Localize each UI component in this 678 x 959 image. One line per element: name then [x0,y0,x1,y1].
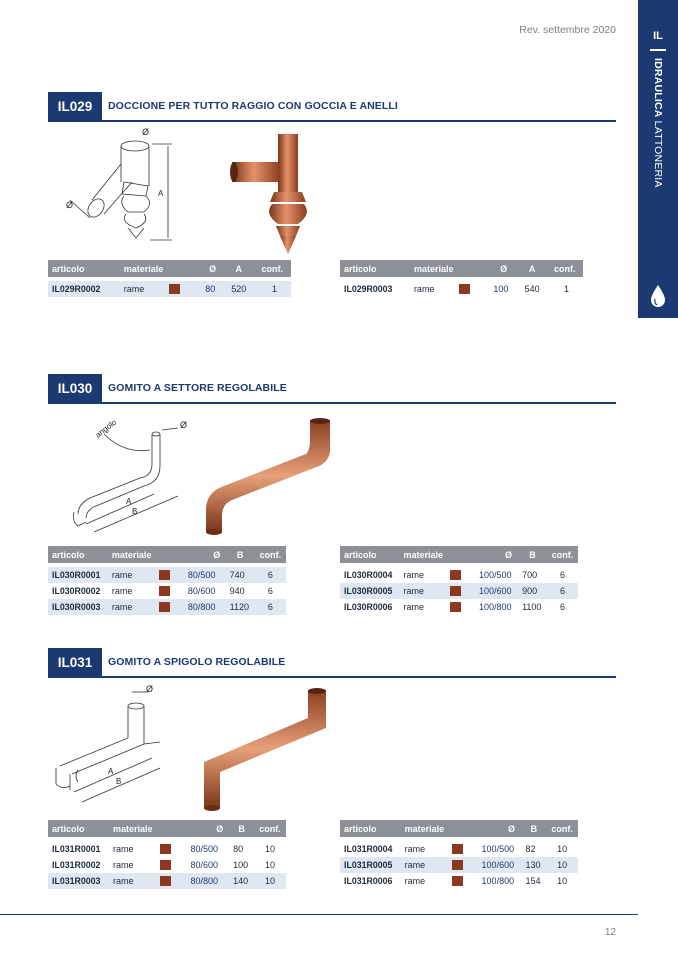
page-number: 12 [604,927,616,938]
copper-swatch [450,602,461,612]
section-title: GOMITO A SPIGOLO REGOLABILE [108,656,286,668]
section-rule [48,120,616,122]
drawing-label-b: B [132,507,138,516]
copper-swatch [450,586,461,596]
drawing-label-diameter: Ø [146,684,154,694]
copper-swatch [169,284,180,294]
table-row: IL031R0006 rame 100/800 154 10 [344,875,568,886]
table-row: IL030R0005 rame 100/600 900 6 [340,583,578,599]
technical-drawing-edge-elbow [48,682,198,812]
section-header [48,648,616,678]
table-row: IL030R0006 rame 100/800 1100 6 [344,601,565,612]
water-drop-icon [650,284,666,308]
chapter-divider [650,49,666,51]
copper-swatch [452,860,463,870]
copper-swatch [159,570,170,580]
spec-table-il029-b [340,260,583,297]
section-il031 [48,648,616,898]
section-il030 [48,374,616,624]
spec-table-il031-b [340,820,578,889]
copper-swatch [160,876,171,886]
table-header-row: articolo materiale Ø B conf. [48,546,286,563]
section-code: IL030 [48,374,102,402]
table-header-row [48,260,291,277]
section-title: DOCCIONE PER TUTTO RAGGIO CON GOCCIA E ANELLI [108,100,398,112]
chapter-code: IL [653,30,663,42]
table-row: IL031R0004 rame 100/500 82 10 [344,843,568,854]
section-il029 [48,92,616,312]
table-row: IL030R0004 rame 100/500 700 6 [344,569,565,580]
drawing-label-angle: angolo [93,417,119,440]
spec-table-il029-a [48,260,291,297]
section-rule [48,676,616,678]
copper-swatch [450,570,461,580]
table-row: IL031R0003 rame 80/800 140 10 [48,873,286,889]
table-header-row: articolo materiale Ø B conf. [340,820,578,837]
col-conf: conf. [253,260,291,277]
section-header [48,92,616,122]
technical-drawing-sector-elbow [64,414,214,536]
technical-drawing-downspout [62,124,192,254]
drawing-label-diameter-side: Ø [66,200,74,210]
table-row: IL031R0005 rame 100/600 130 10 [340,857,578,873]
revision-date: Rev. settembre 2020 [519,24,616,36]
section-rule [48,402,616,404]
copper-swatch [159,586,170,596]
footer-rule [0,914,638,915]
drawing-label-a: A [158,189,164,198]
copper-swatch [160,844,171,854]
section-code: IL029 [48,92,102,120]
table-row: IL030R0001 rame 80/500 740 6 [48,567,286,583]
table-row: IL029R0003 rame 100 540 1 [344,283,569,294]
copper-swatch [160,860,171,870]
col-diameter: Ø [201,260,224,277]
chapter-title: IDRAULICA LATTONERIA [652,58,664,188]
drawing-label-diameter: Ø [180,420,188,430]
spec-table-il030-b [340,546,578,615]
product-photo-edge-elbow [198,688,334,812]
section-header [48,374,616,404]
table-header-row: articolo materiale Ø A conf. [340,260,583,277]
product-photo-sector-elbow [198,418,348,540]
table-header-row: articolo materiale Ø B conf. [340,546,578,563]
spec-table-il031-a [48,820,286,889]
col-articolo: articolo [48,260,120,277]
product-photo-downspout [226,132,316,256]
copper-swatch [459,284,470,294]
col-a: A [224,260,253,277]
table-row: IL030R0003 rame 80/800 1120 6 [48,599,286,615]
section-title: GOMITO A SETTORE REGOLABILE [108,382,287,394]
col-materiale: materiale [120,260,201,277]
section-code: IL031 [48,648,102,676]
spec-table-il030-a [48,546,286,615]
drawing-label-a: A [108,767,114,776]
table-row: IL029R0002 rame 80 520 1 [48,281,291,297]
table-header-row: articolo materiale Ø B conf. [48,820,286,837]
copper-swatch [159,602,170,612]
table-row: IL031R0001 rame 80/500 80 10 [52,843,276,854]
copper-swatch [452,844,463,854]
copper-swatch [452,876,463,886]
drawing-label-a: A [126,497,132,506]
drawing-label-diameter-top: Ø [142,127,150,137]
table-row: IL031R0002 rame 80/600 100 10 [52,859,276,870]
chapter-tab[interactable] [638,0,678,318]
table-row: IL030R0002 rame 80/600 940 6 [52,585,273,596]
drawing-label-b: B [116,777,122,786]
